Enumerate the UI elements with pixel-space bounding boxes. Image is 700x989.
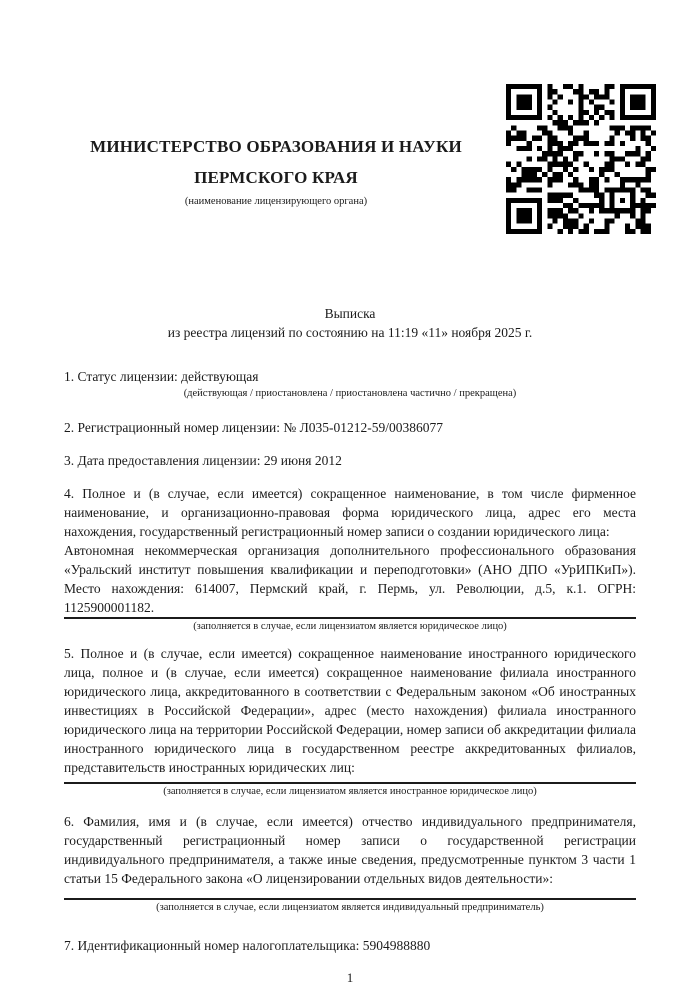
registration-number-text: 2. Регистрационный номер лицензии: № Л035-01212-59/00386077 <box>64 420 444 435</box>
document-subtitle: из реестра лицензий по состоянию на 11:19 «11» ноября 2025 г. <box>167 325 533 340</box>
foreign-entity-blank-line <box>64 777 636 784</box>
legal-entity-value: Автономная некоммерческая организация дополнительного профессионального образования «Уральский институт повышения квалификации и переподготовки» (АНО ДПО «УрИПКиП»). Место нахождения: 614007, Пермский край, г. Пермь, ул. Революции, д.5, к.1. ОГРН: 1125900001182. <box>64 541 636 619</box>
item-entrepreneur-info <box>64 812 636 915</box>
item-registration-number <box>64 418 636 437</box>
item-grant-date <box>64 451 636 470</box>
foreign-entity-note: (заполняется в случае, если лицензиатом является иностранное юридическое лицо) <box>163 786 537 797</box>
item-taxpayer-number <box>64 936 636 955</box>
page-number: 1 <box>346 970 354 985</box>
grant-date-text: 3. Дата предоставления лицензии: 29 июня 2012 <box>64 453 342 468</box>
item-foreign-entity-info <box>64 644 636 799</box>
ministry-name-line1: МИНИСТЕРСТВО ОБРАЗОВАНИЯ И НАУКИ <box>90 137 462 156</box>
foreign-entity-question: 5. Полное и (в случае, если имеется) сокращенное наименование иностранного юридического лица, полное и (в случае, если имеется) сокращенное наименование филиала иностранного юридического лица, аккредитованного в соответствии с Федеральным законом «Об иностранных инвестициях в Российской Федерации», адрес (место нахождения) филиала иностранного юридического лица на территории Российской Федерации, номер записи об аккредитации филиала иностранного юридического лица в государственном реестре аккредитованных филиалов, представительств иностранных юридических лиц: <box>64 646 636 775</box>
entrepreneur-note: (заполняется в случае, если лицензиатом является индивидуальный предприниматель) <box>156 902 544 913</box>
item-legal-entity-info <box>64 484 636 634</box>
ministry-name-line2: ПЕРМСКОГО КРАЯ <box>194 168 358 187</box>
entrepreneur-blank-line <box>64 888 636 900</box>
extract-items <box>64 367 636 955</box>
license-status-note: (действующая / приостановлена / приостановлена частично / прекращена) <box>183 388 517 399</box>
ministry-caption: (наименование лицензирующего органа) <box>184 196 368 207</box>
entrepreneur-question: 6. Фамилия, имя и (в случае, если имеется) отчество индивидуального предпринимателя, государственный регистрационный номер записи о государственной регистрации индивидуального предпринимателя, а также иные сведения, предусмотренные пунктом 3 части 1 статьи 15 Федерального закона «О лицензировании отдельных видов деятельности»: <box>64 814 636 886</box>
licensing-authority-header <box>64 0 488 209</box>
taxpayer-number-text: 7. Идентификационный номер налогоплательщика: 5904988880 <box>64 938 431 953</box>
license-status-text: 1. Статус лицензии: действующая <box>64 369 259 384</box>
legal-entity-question: 4. Полное и (в случае, если имеется) сокращенное наименование, в том числе фирменное наименование, и организационно-правовая форма юридического лица, адрес его места нахождения, государственный регистрационный номер записи о создании юридического лица: <box>64 486 636 539</box>
qr-code-icon <box>506 84 656 234</box>
item-license-status <box>64 367 636 401</box>
document-title: Выписка <box>324 306 376 321</box>
legal-entity-note: (заполняется в случае, если лицензиатом является юридическое лицо) <box>193 621 507 632</box>
document-title-block <box>64 304 636 342</box>
